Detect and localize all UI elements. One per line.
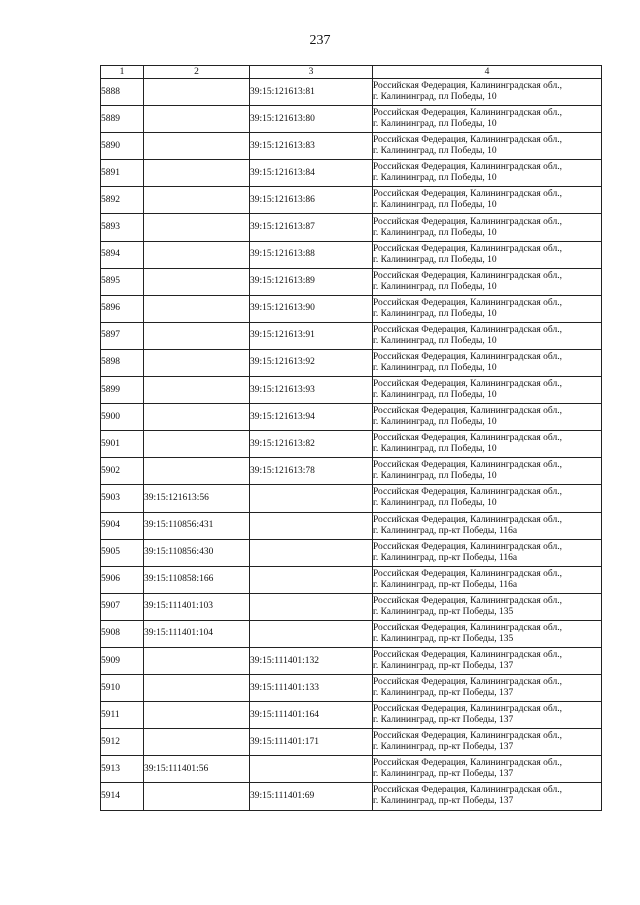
address-cell <box>373 295 602 322</box>
table-row <box>101 214 602 241</box>
object-cadastral-number-cell: 39:15:121613:94 <box>250 404 373 431</box>
cadastral-number-cell <box>144 133 250 160</box>
table-row <box>101 133 602 160</box>
address-cell <box>373 702 602 729</box>
address-line-region: Российская Федерация, Калининградская обл., <box>373 135 562 146</box>
address-line-region: Российская Федерация, Калининградская обл., <box>373 622 562 633</box>
object-cadastral-number-cell: 39:15:121613:86 <box>250 187 373 214</box>
table-row <box>101 485 602 512</box>
cadastral-number-cell <box>144 106 250 133</box>
column-header-1: 1 <box>101 66 144 79</box>
address-line-street: г. Калининград, пл Победы, 10 <box>373 362 497 373</box>
row-number-cell: 5890 <box>101 133 144 160</box>
cadastral-number-cell <box>144 349 250 376</box>
address-cell <box>373 322 602 349</box>
address-line-region: Российская Федерация, Калининградская обл., <box>373 785 562 796</box>
cadastral-number-cell: 39:15:111401:56 <box>144 756 250 783</box>
address-line-region: Российская Федерация, Калининградская обл., <box>373 324 562 335</box>
address-line-region: Российская Федерация, Калининградская обл., <box>373 650 562 661</box>
table-body <box>101 79 602 811</box>
row-number-cell: 5906 <box>101 566 144 593</box>
cadastral-number-cell <box>144 295 250 322</box>
table-row <box>101 620 602 647</box>
address-cell <box>373 160 602 187</box>
table-row <box>101 431 602 458</box>
address-cell <box>373 539 602 566</box>
address-cell <box>373 431 602 458</box>
address-cell <box>373 647 602 674</box>
address-line-region: Российская Федерация, Калининградская обл., <box>373 216 562 227</box>
address-cell <box>373 458 602 485</box>
table-row <box>101 295 602 322</box>
object-cadastral-number-cell: 39:15:111401:132 <box>250 647 373 674</box>
table-row <box>101 702 602 729</box>
address-line-street: г. Калининград, пр-кт Победы, 137 <box>373 769 514 780</box>
address-line-region: Российская Федерация, Калининградская обл., <box>373 595 562 606</box>
address-line-street: г. Калининград, пр-кт Победы, 137 <box>373 796 514 807</box>
table-row <box>101 79 602 106</box>
row-number-cell: 5901 <box>101 431 144 458</box>
object-cadastral-number-cell: 39:15:121613:88 <box>250 241 373 268</box>
table-row <box>101 566 602 593</box>
row-number-cell: 5900 <box>101 404 144 431</box>
cadastral-number-cell <box>144 160 250 187</box>
table-row <box>101 268 602 295</box>
address-line-region: Российская Федерация, Калининградская обл., <box>373 406 562 417</box>
address-line-street: г. Калининград, пр-кт Победы, 116а <box>373 525 518 536</box>
cadastral-number-cell <box>144 187 250 214</box>
address-line-street: г. Калининград, пл Победы, 10 <box>373 498 497 509</box>
table-row <box>101 404 602 431</box>
row-number-cell: 5902 <box>101 458 144 485</box>
address-line-region: Российская Федерация, Калининградская обл., <box>373 81 562 92</box>
cadastral-number-cell <box>144 404 250 431</box>
cadastral-number-cell: 39:15:110856:430 <box>144 539 250 566</box>
address-line-region: Российская Федерация, Калининградская обл., <box>373 162 562 173</box>
table-row <box>101 729 602 756</box>
address-cell <box>373 620 602 647</box>
object-cadastral-number-cell: 39:15:121613:78 <box>250 458 373 485</box>
cadastral-number-cell <box>144 79 250 106</box>
address-line-region: Российская Федерация, Калининградская обл., <box>373 460 562 471</box>
object-cadastral-number-cell: 39:15:121613:91 <box>250 322 373 349</box>
address-line-region: Российская Федерация, Калининградская обл., <box>373 541 562 552</box>
address-line-street: г. Калининград, пр-кт Победы, 137 <box>373 661 514 672</box>
address-cell <box>373 187 602 214</box>
cadastral-number-cell <box>144 675 250 702</box>
table-row <box>101 106 602 133</box>
object-cadastral-number-cell: 39:15:111401:69 <box>250 783 373 810</box>
address-line-street: г. Калининград, пл Победы, 10 <box>373 200 497 211</box>
column-header-4: 4 <box>373 66 602 79</box>
row-number-cell: 5896 <box>101 295 144 322</box>
address-cell <box>373 512 602 539</box>
address-line-region: Российская Федерация, Калининградская обл., <box>373 731 562 742</box>
address-line-region: Российская Федерация, Калининградская обл., <box>373 189 562 200</box>
object-cadastral-number-cell: 39:15:121613:80 <box>250 106 373 133</box>
row-number-cell: 5909 <box>101 647 144 674</box>
table-row <box>101 512 602 539</box>
address-cell <box>373 593 602 620</box>
table-row <box>101 349 602 376</box>
object-cadastral-number-cell: 39:15:121613:89 <box>250 268 373 295</box>
object-cadastral-number-cell <box>250 485 373 512</box>
address-cell <box>373 79 602 106</box>
address-line-street: г. Калининград, пр-кт Победы, 137 <box>373 715 514 726</box>
address-cell <box>373 241 602 268</box>
row-number-cell: 5911 <box>101 702 144 729</box>
row-number-cell: 5910 <box>101 675 144 702</box>
cadastral-number-cell <box>144 268 250 295</box>
row-number-cell: 5907 <box>101 593 144 620</box>
cadastral-number-cell <box>144 458 250 485</box>
address-line-region: Российская Федерация, Калининградская обл., <box>373 758 562 769</box>
cadastral-number-cell <box>144 783 250 810</box>
row-number-cell: 5891 <box>101 160 144 187</box>
cadastral-number-cell: 39:15:121613:56 <box>144 485 250 512</box>
address-cell <box>373 675 602 702</box>
address-cell <box>373 106 602 133</box>
row-number-cell: 5895 <box>101 268 144 295</box>
address-line-street: г. Калининград, пл Победы, 10 <box>373 417 497 428</box>
header-row <box>101 66 602 79</box>
table-row <box>101 241 602 268</box>
address-line-region: Российская Федерация, Калининградская обл., <box>373 433 562 444</box>
object-cadastral-number-cell: 39:15:121613:90 <box>250 295 373 322</box>
cadastral-number-cell: 39:15:111401:104 <box>144 620 250 647</box>
row-number-cell: 5898 <box>101 349 144 376</box>
address-line-street: г. Калининград, пл Победы, 10 <box>373 281 497 292</box>
table-row <box>101 675 602 702</box>
column-header-2: 2 <box>144 66 250 79</box>
address-line-region: Российская Федерация, Калининградская обл., <box>373 243 562 254</box>
object-cadastral-number-cell: 39:15:121613:82 <box>250 431 373 458</box>
address-cell <box>373 485 602 512</box>
address-cell <box>373 756 602 783</box>
row-number-cell: 5888 <box>101 79 144 106</box>
table-row <box>101 160 602 187</box>
cadastral-number-cell <box>144 431 250 458</box>
object-cadastral-number-cell <box>250 756 373 783</box>
row-number-cell: 5904 <box>101 512 144 539</box>
cadastral-number-cell <box>144 377 250 404</box>
address-line-street: г. Калининград, пл Победы, 10 <box>373 335 497 346</box>
row-number-cell: 5912 <box>101 729 144 756</box>
object-cadastral-number-cell: 39:15:121613:93 <box>250 377 373 404</box>
address-line-street: г. Калининград, пл Победы, 10 <box>373 390 497 401</box>
address-line-street: г. Калининград, пр-кт Победы, 116а <box>373 579 518 590</box>
row-number-cell: 5892 <box>101 187 144 214</box>
address-line-region: Российская Федерация, Калининградская обл., <box>373 270 562 281</box>
address-cell <box>373 729 602 756</box>
address-line-street: г. Калининград, пл Победы, 10 <box>373 444 497 455</box>
address-cell <box>373 214 602 241</box>
object-cadastral-number-cell: 39:15:121613:81 <box>250 79 373 106</box>
object-cadastral-number-cell: 39:15:121613:83 <box>250 133 373 160</box>
table-row <box>101 593 602 620</box>
table-row <box>101 539 602 566</box>
page-number: 237 <box>309 33 331 48</box>
row-number-cell: 5893 <box>101 214 144 241</box>
row-number-cell: 5913 <box>101 756 144 783</box>
cadastral-number-cell <box>144 729 250 756</box>
cadastral-number-cell: 39:15:110858:166 <box>144 566 250 593</box>
table-row <box>101 187 602 214</box>
object-cadastral-number-cell: 39:15:121613:87 <box>250 214 373 241</box>
cadastral-number-cell <box>144 702 250 729</box>
address-cell <box>373 377 602 404</box>
table-row <box>101 322 602 349</box>
row-number-cell: 5908 <box>101 620 144 647</box>
address-line-street: г. Калининград, пл Победы, 10 <box>373 471 497 482</box>
row-number-cell: 5905 <box>101 539 144 566</box>
object-cadastral-number-cell <box>250 566 373 593</box>
address-line-street: г. Калининград, пр-кт Победы, 116а <box>373 552 518 563</box>
row-number-cell: 5889 <box>101 106 144 133</box>
address-line-street: г. Калининград, пр-кт Победы, 135 <box>373 633 514 644</box>
address-line-region: Российская Федерация, Калининградская обл., <box>373 297 562 308</box>
address-cell <box>373 349 602 376</box>
address-cell <box>373 566 602 593</box>
cadastral-number-cell <box>144 241 250 268</box>
address-line-region: Российская Федерация, Калининградская обл., <box>373 568 562 579</box>
table-row <box>101 647 602 674</box>
address-line-street: г. Калининград, пл Победы, 10 <box>373 173 497 184</box>
object-cadastral-number-cell: 39:15:111401:133 <box>250 675 373 702</box>
object-cadastral-number-cell: 39:15:111401:164 <box>250 702 373 729</box>
object-cadastral-number-cell: 39:15:121613:84 <box>250 160 373 187</box>
row-number-cell: 5903 <box>101 485 144 512</box>
address-line-street: г. Калининград, пл Победы, 10 <box>373 119 497 130</box>
object-cadastral-number-cell: 39:15:121613:92 <box>250 349 373 376</box>
address-line-street: г. Калининград, пл Победы, 10 <box>373 146 497 157</box>
row-number-cell: 5914 <box>101 783 144 810</box>
object-cadastral-number-cell <box>250 593 373 620</box>
address-line-region: Российская Федерация, Калининградская обл., <box>373 677 562 688</box>
table-row <box>101 756 602 783</box>
address-line-street: г. Калининград, пл Победы, 10 <box>373 308 497 319</box>
address-line-street: г. Калининград, пр-кт Победы, 137 <box>373 688 514 699</box>
cadastral-number-cell <box>144 322 250 349</box>
object-cadastral-number-cell <box>250 512 373 539</box>
address-line-region: Российская Федерация, Калининградская обл., <box>373 487 562 498</box>
cadastral-number-cell: 39:15:111401:103 <box>144 593 250 620</box>
address-line-region: Российская Федерация, Калининградская обл., <box>373 379 562 390</box>
object-cadastral-number-cell <box>250 620 373 647</box>
cadastral-number-cell: 39:15:110856:431 <box>144 512 250 539</box>
address-line-region: Российская Федерация, Калининградская обл., <box>373 351 562 362</box>
row-number-cell: 5897 <box>101 322 144 349</box>
address-cell <box>373 404 602 431</box>
address-line-street: г. Калининград, пл Победы, 10 <box>373 254 497 265</box>
address-cell <box>373 133 602 160</box>
column-header-3: 3 <box>250 66 373 79</box>
table-row <box>101 783 602 810</box>
address-line-street: г. Калининград, пр-кт Победы, 135 <box>373 606 514 617</box>
registry-table <box>100 65 602 811</box>
address-line-region: Российская Федерация, Калининградская обл., <box>373 108 562 119</box>
row-number-cell: 5894 <box>101 241 144 268</box>
cadastral-number-cell <box>144 214 250 241</box>
object-cadastral-number-cell <box>250 539 373 566</box>
table-row <box>101 377 602 404</box>
address-line-region: Российская Федерация, Калининградская обл., <box>373 704 562 715</box>
address-line-region: Российская Федерация, Калининградская обл., <box>373 514 562 525</box>
table-row <box>101 458 602 485</box>
address-line-street: г. Калининград, пр-кт Победы, 137 <box>373 742 514 753</box>
address-cell <box>373 783 602 810</box>
row-number-cell: 5899 <box>101 377 144 404</box>
object-cadastral-number-cell: 39:15:111401:171 <box>250 729 373 756</box>
address-line-street: г. Калининград, пл Победы, 10 <box>373 227 497 238</box>
address-line-street: г. Калининград, пл Победы, 10 <box>373 92 497 103</box>
address-cell <box>373 268 602 295</box>
cadastral-number-cell <box>144 647 250 674</box>
